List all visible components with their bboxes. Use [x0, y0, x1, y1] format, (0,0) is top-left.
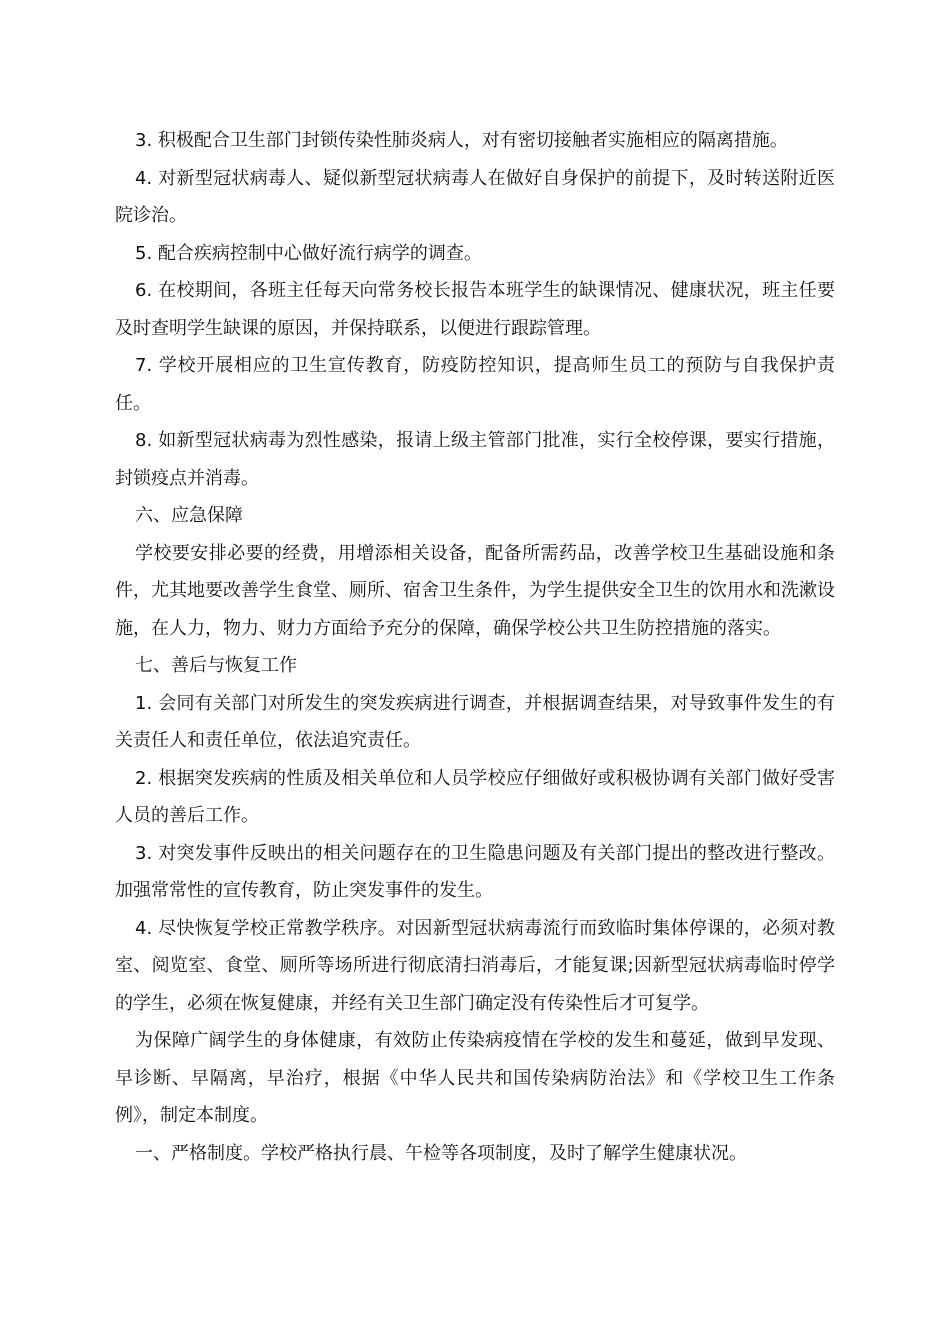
paragraph-recovery-item-1: 1. 会同有关部门对所发生的突发疾病进行调查，并根据调查结果，对导致事件发生的有关责任人和责任单位，依法追究责任。 — [115, 692, 835, 751]
section-heading-emergency-support: 六、应急保障 — [135, 505, 243, 526]
paragraph-recovery-item-3: 3. 对突发事件反映出的相关问题存在的卫生隐患问题及有关部门提出的整改进行整改。加强常常性的宣传教育，防止突发事件的发生。 — [115, 842, 835, 901]
paragraph-item-5-investigation: 5. 配合疾病控制中心做好流行病学的调查。 — [135, 242, 482, 264]
paragraph-item-8-suspension: 8. 如新型冠状病毒为烈性感染，报请上级主管部门批准，实行全校停课，要实行措施，封锁疫点并消毒。 — [115, 430, 835, 489]
paragraph-recovery-item-4: 4. 尽快恢复学校正常教学秩序。对因新型冠状病毒流行而致临时集体停课的，必须对教室、阅览室、食堂、厕所等场所进行彻底清扫消毒后，才能复课;因新型冠状病毒临时停学的学生，必须在恢复健康，并经有关卫生部门确定没有传染性后才可复学。 — [115, 917, 835, 1014]
document-body — [115, 122, 835, 1172]
paragraph-emergency-support: 学校要安排必要的经费，用增添相关设备，配备所需药品，改善学校卫生基础设施和条件，尤其地要改善学生食堂、厕所、宿舍卫生条件，为学生提供安全卫生的饮用水和洗漱设施，在人力，物力、财力方面给予充分的保障，确保学校公共卫生防控措施的落实。 — [115, 542, 835, 639]
paragraph-recovery-item-2: 2. 根据突发疾病的性质及相关单位和人员学校应仔细做好或积极协调有关部门做好受害人员的善后工作。 — [115, 767, 835, 826]
section-heading-aftermath-recovery: 七、善后与恢复工作 — [135, 655, 297, 676]
paragraph-item-3-quarantine: 3. 积极配合卫生部门封锁传染性肺炎病人，对有密切接触者实施相应的隔离措施。 — [135, 130, 788, 151]
paragraph-item-7-education: 7. 学校开展相应的卫生宣传教育，防疫防控知识，提高师生员工的预防与自我保护责任。 — [115, 355, 835, 414]
paragraph-item-4-transfer: 4. 对新型冠状病毒人、疑似新型冠状病毒人在做好自身保护的前提下，及时转送附近医院诊治。 — [115, 167, 835, 226]
paragraph-regulation-item-1: 一、严格制度。学校严格执行晨、午检等各项制度，及时了解学生健康状况。 — [135, 1142, 747, 1164]
paragraph-regulation-intro: 为保障广阔学生的身体健康，有效防止传染病疫情在学校的发生和蔓延，做到早发现、早诊断、早隔离，早治疗，根据《中华人民共和国传染病防治法》和《学校卫生工作条例》，制定本制度。 — [115, 1030, 835, 1126]
paragraph-item-6-reporting: 6. 在校期间，各班主任每天向常务校长报告本班学生的缺课情况、健康状况，班主任要及时查明学生缺课的原因，并保持联系，以便进行跟踪管理。 — [115, 280, 835, 339]
